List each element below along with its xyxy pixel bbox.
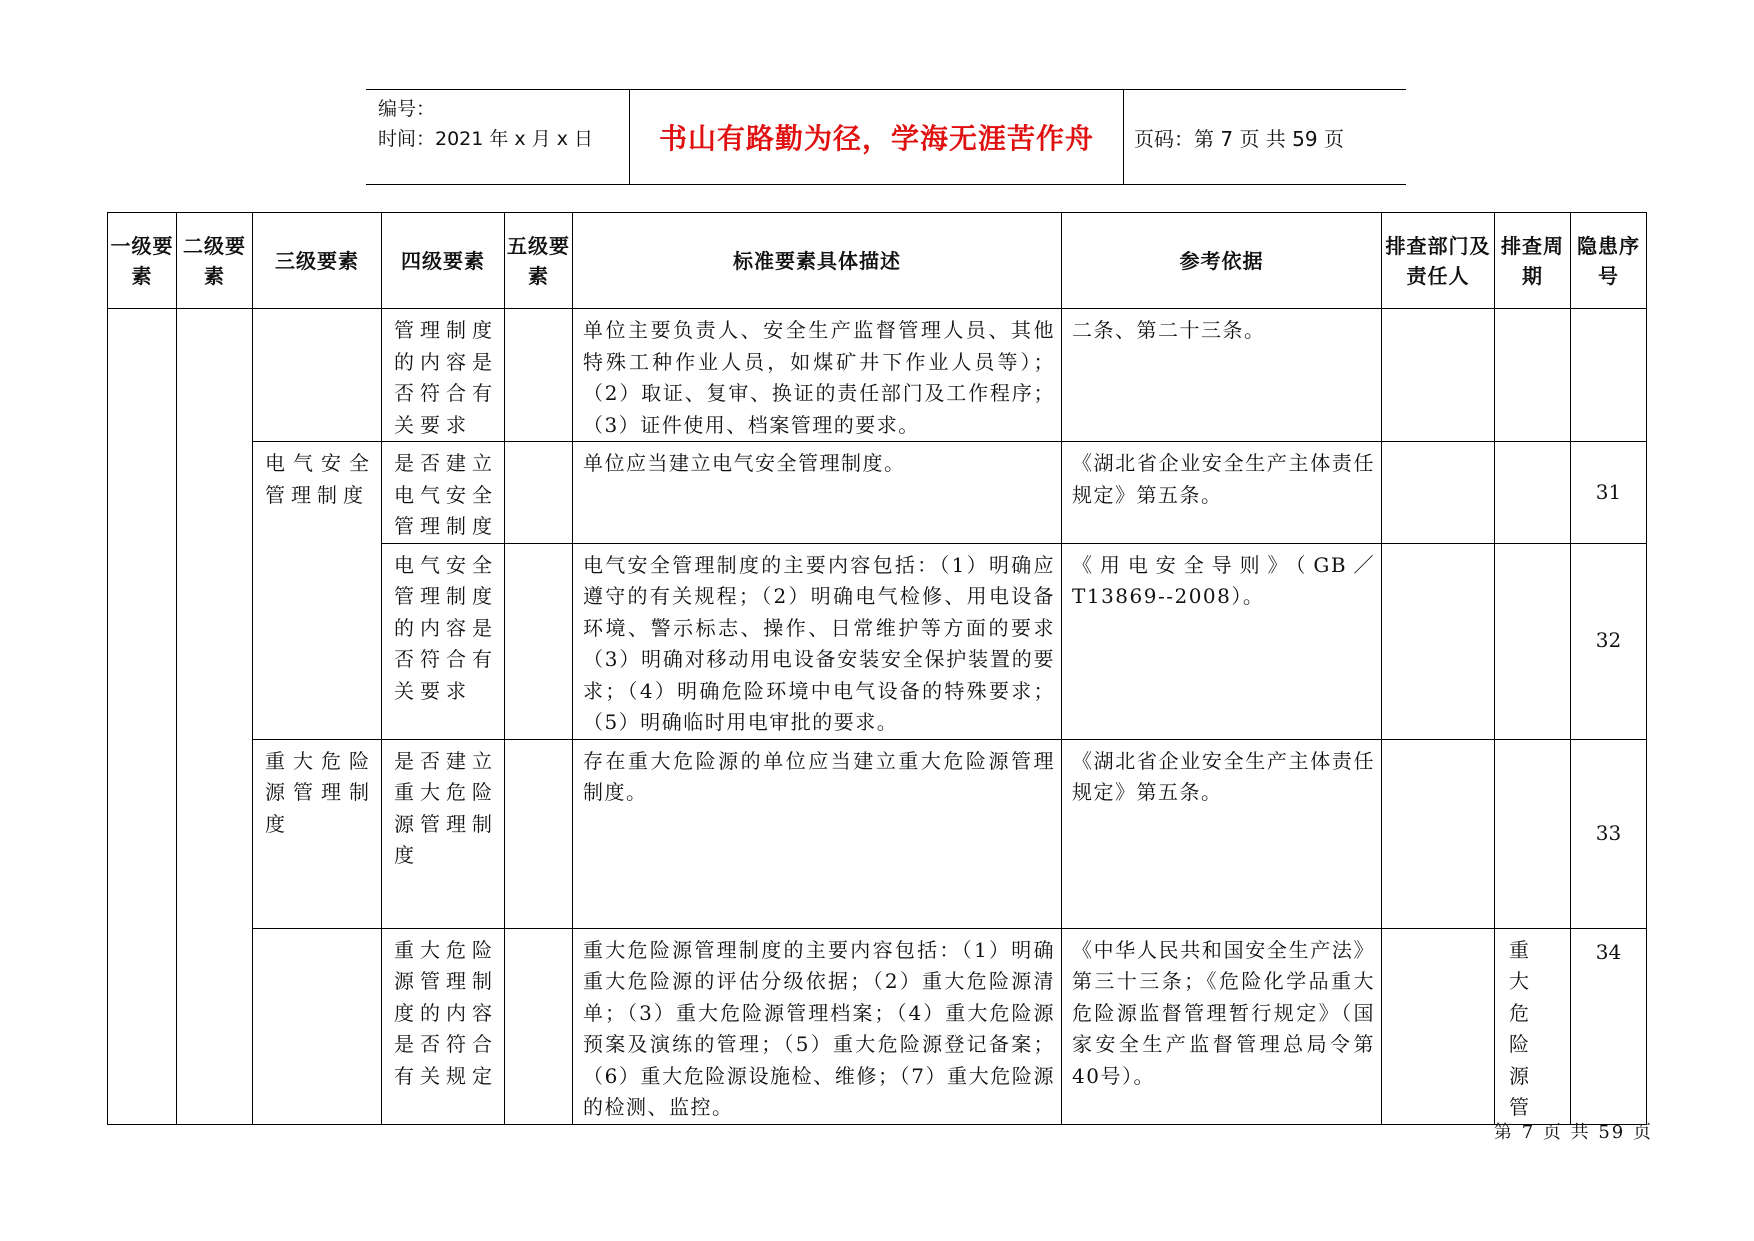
level4-cell: 管理制度的内容是否符合有关要求 (382, 309, 505, 442)
level5-cell (505, 309, 573, 442)
level3-cell: 重大危险源管理制度 (253, 739, 382, 928)
reference-cell: 《湖北省企业安全生产主体责任规定》第五条。 (1062, 442, 1382, 544)
col-header-period: 排查周期 (1495, 213, 1571, 309)
col-header-department: 排查部门及责任人 (1382, 213, 1495, 309)
reference-cell: 《用电安全导则》（GB／T13869--2008）。 (1062, 543, 1382, 739)
level5-cell (505, 928, 573, 1124)
description-cell: 单位应当建立电气安全管理制度。 (573, 442, 1062, 544)
level2-cell (177, 309, 253, 1125)
serial-number-label: 编号： (378, 98, 436, 120)
period-cell (1495, 309, 1571, 442)
hazard-no-cell: 31 (1571, 442, 1647, 544)
department-cell (1382, 739, 1495, 928)
department-cell (1382, 543, 1495, 739)
level3-cell (253, 928, 382, 1124)
page-footer: 第 7 页 共 59 页 (1494, 1122, 1653, 1143)
header-meta (366, 90, 630, 184)
table-row (108, 309, 1647, 442)
table-row (108, 928, 1647, 1124)
hazard-no-cell (1571, 309, 1647, 442)
inspection-table (107, 212, 1647, 1125)
level5-cell (505, 739, 573, 928)
col-header-level2: 二级要素 (177, 213, 253, 309)
level4-cell: 重大危险源管理制度的内容是否符合有关规定 (382, 928, 505, 1124)
period-cell: 重大危险源管 (1495, 928, 1571, 1124)
document-header (366, 89, 1406, 185)
description-cell: 重大危险源管理制度的主要内容包括：（1）明确重大危险源的评估分级依据；（2）重大危险源清单；（3）重大危险源管理档案；（4）重大危险源预案及演练的管理；（5）重大危险源登记备案；（6）重大危险源设施检、维修；（7）重大危险源的检测、监控。 (573, 928, 1062, 1124)
period-cell (1495, 442, 1571, 544)
motto: 书山有路勤为径，学海无涯苦作舟 (630, 90, 1124, 184)
hazard-no-cell: 33 (1571, 739, 1647, 928)
level5-cell (505, 442, 573, 544)
level4-cell: 是否建立电气安全管理制度 (382, 442, 505, 544)
reference-cell: 二条、第二十三条。 (1062, 309, 1382, 442)
col-header-level4: 四级要素 (382, 213, 505, 309)
reference-cell: 《中华人民共和国安全生产法》第三十三条；《危险化学品重大危险源监督管理暂行规定》（国家安全生产监督管理总局令第40号）。 (1062, 928, 1382, 1124)
level1-cell (108, 309, 177, 1125)
col-header-reference: 参考依据 (1062, 213, 1382, 309)
level3-cell (253, 309, 382, 442)
col-header-level1: 一级要素 (108, 213, 177, 309)
level3-cell: 电气安全管理制度 (253, 442, 382, 740)
period-cell (1495, 543, 1571, 739)
level5-cell (505, 543, 573, 739)
table-row (108, 442, 1647, 544)
col-header-description: 标准要素具体描述 (573, 213, 1062, 309)
col-header-level5: 五级要素 (505, 213, 573, 309)
col-header-hazard-no: 隐患序号 (1571, 213, 1647, 309)
date-label: 时间：2021 年 x 月 x 日 (378, 128, 594, 150)
description-cell: 电气安全管理制度的主要内容包括：（1）明确应遵守的有关规程；（2）明确电气检修、用电设备环境、警示标志、操作、日常维护等方面的要求（3）明确对移动用电设备安装安全保护装置的要求；（4）明确危险环境中电气设备的特殊要求；（5）明确临时用电审批的要求。 (573, 543, 1062, 739)
department-cell (1382, 309, 1495, 442)
department-cell (1382, 928, 1495, 1124)
department-cell (1382, 442, 1495, 544)
table-header-row (108, 213, 1647, 309)
description-cell: 单位主要负责人、安全生产监督管理人员、其他特殊工种作业人员，如煤矿井下作业人员等）；（2）取证、复审、换证的责任部门及工作程序；（3）证件使用、档案管理的要求。 (573, 309, 1062, 442)
reference-cell: 《湖北省企业安全生产主体责任规定》第五条。 (1062, 739, 1382, 928)
hazard-no-cell: 32 (1571, 543, 1647, 739)
page-code: 页码：第 7 页 共 59 页 (1134, 126, 1344, 151)
col-header-level3: 三级要素 (253, 213, 382, 309)
hazard-no-cell: 34 (1571, 928, 1647, 1124)
period-cell (1495, 739, 1571, 928)
table-row (108, 739, 1647, 928)
description-cell: 存在重大危险源的单位应当建立重大危险源管理制度。 (573, 739, 1062, 928)
level4-cell: 电气安全管理制度的内容是否符合有关要求 (382, 543, 505, 739)
level4-cell: 是否建立重大危险源管理制度 (382, 739, 505, 928)
